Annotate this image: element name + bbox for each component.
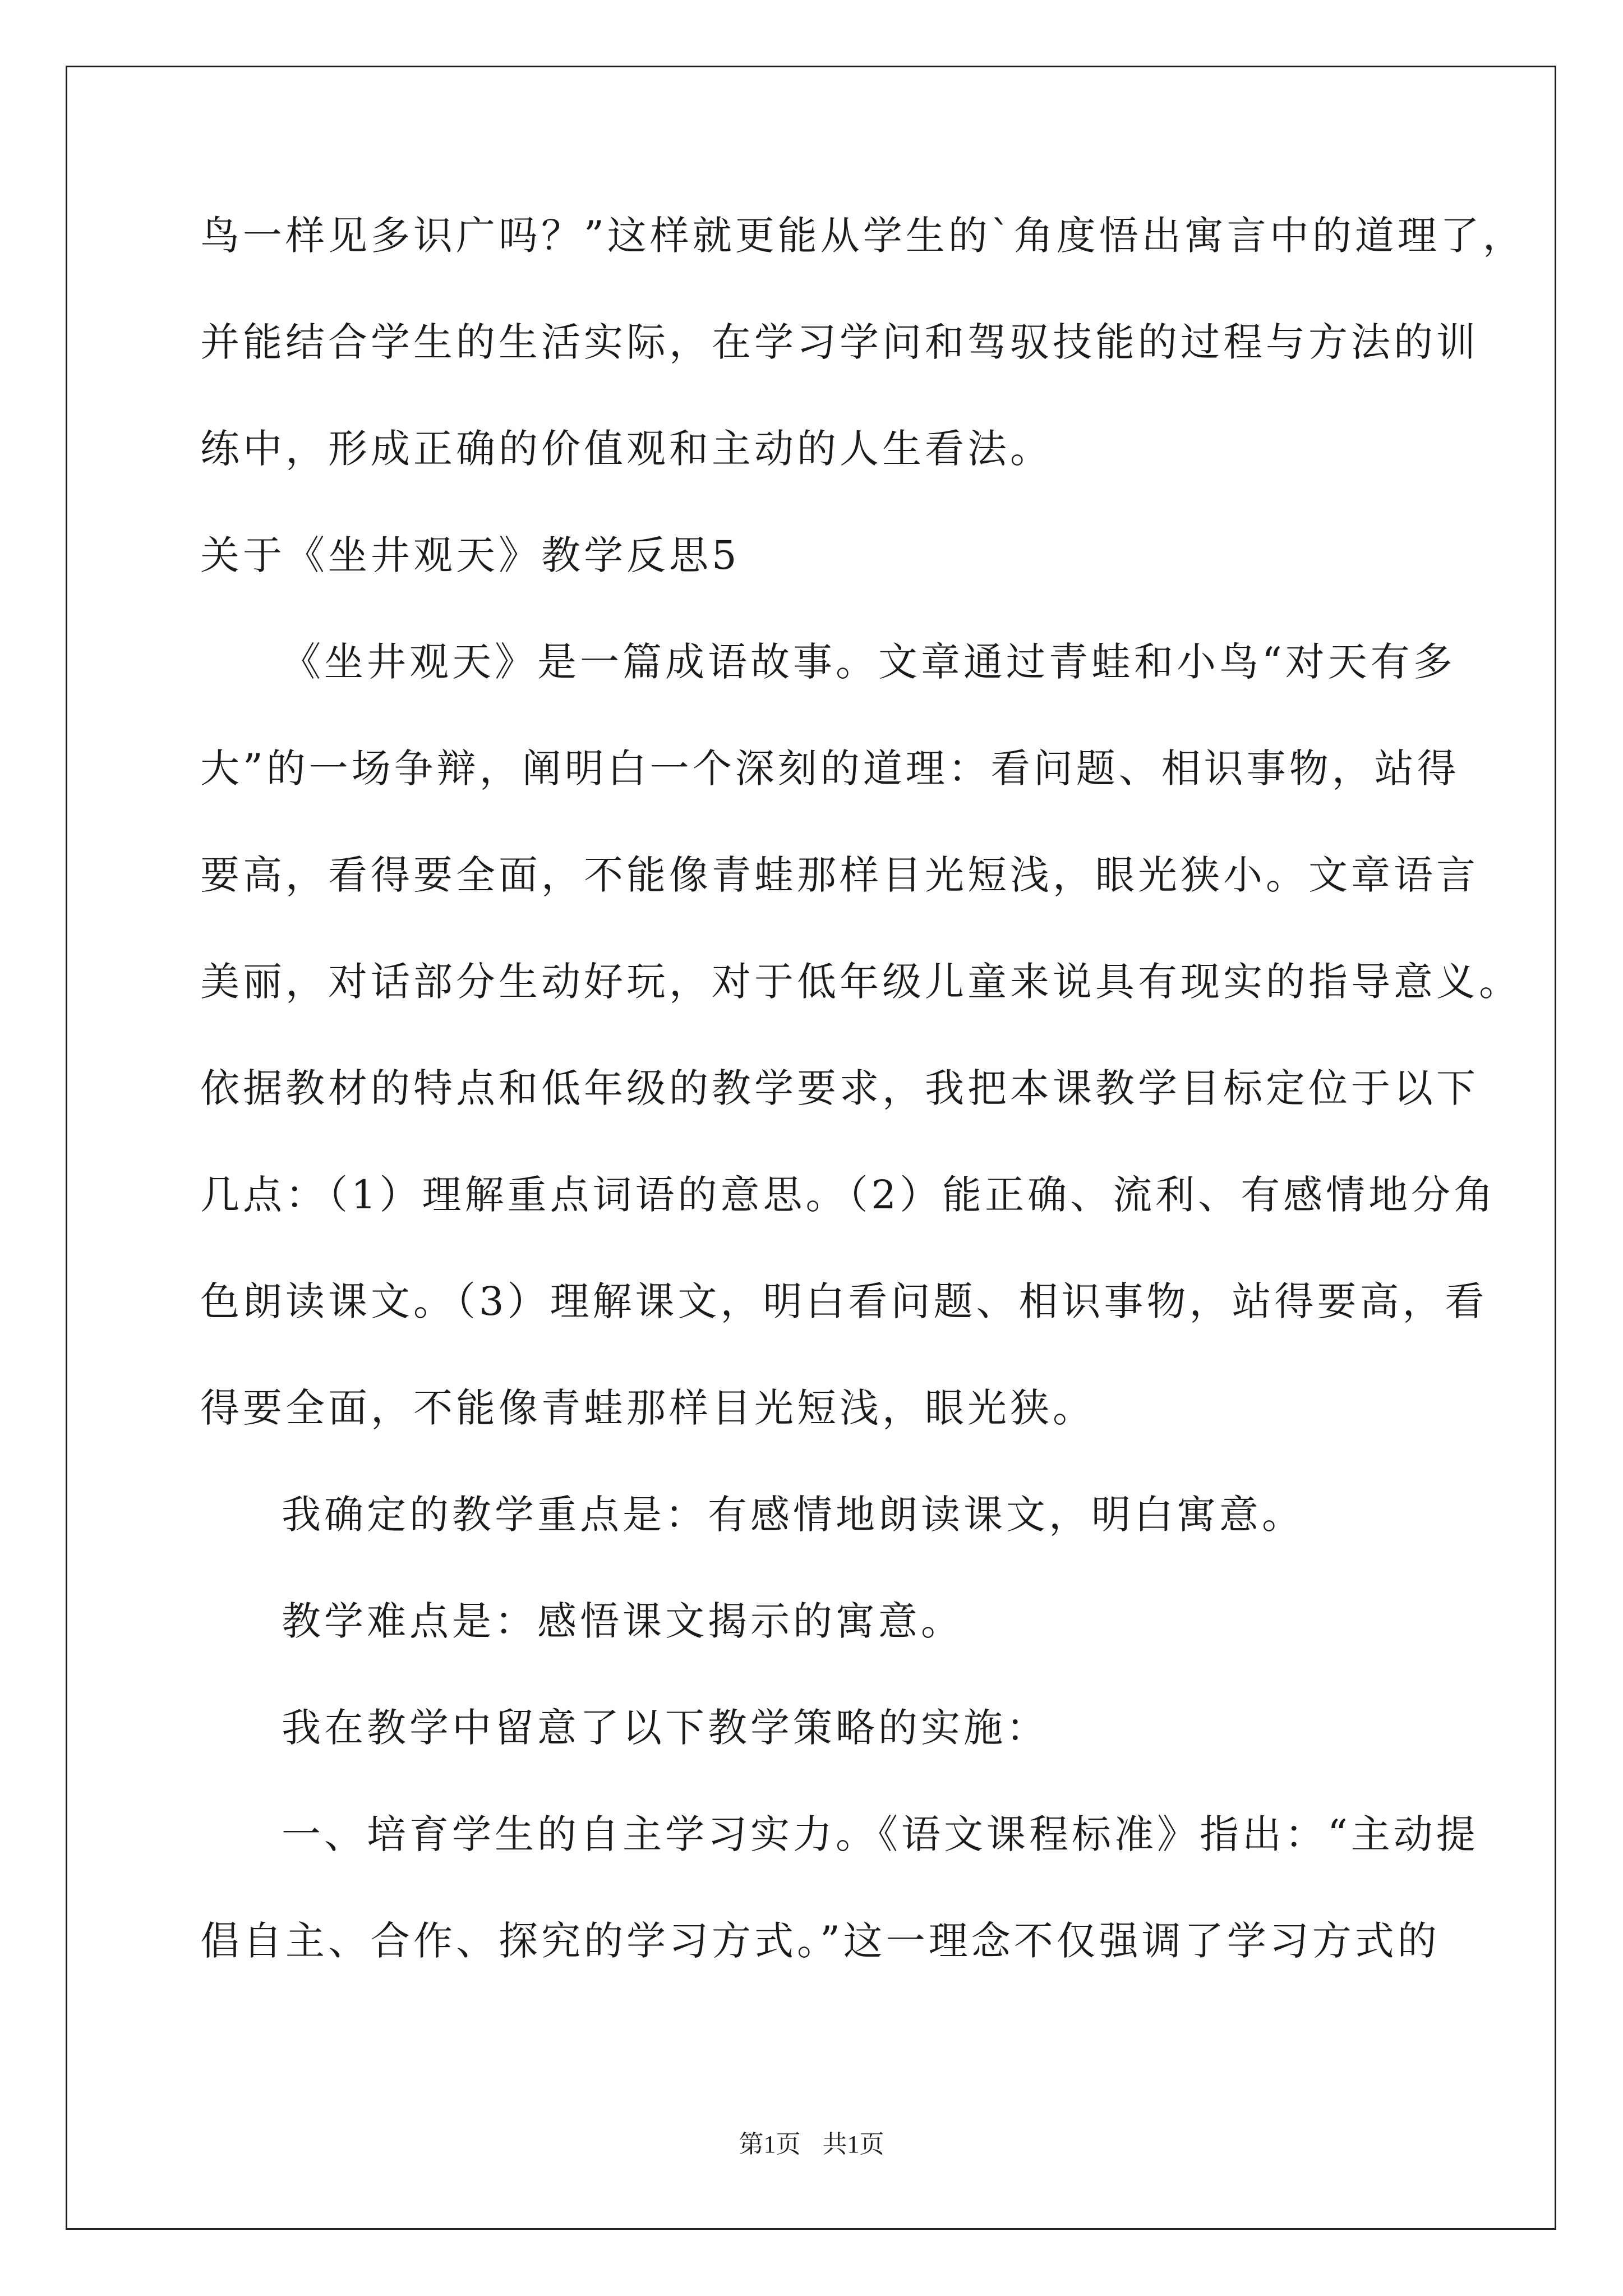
paragraph-line: 几点：（1）理解重点词语的意思。（2）能正确、流利、有感情地分角: [200, 1172, 1497, 1218]
paragraph-line: 练中，形成正确的价值观和主动的人生看法。: [200, 426, 1053, 472]
paragraph-line: 一、培育学生的自主学习实力。《语文课程标准》指出：“主动提: [282, 1811, 1479, 1857]
paragraph-line: 色朗读课文。（3）理解课文，明白看问题、相识事物，站得要高，看: [200, 1278, 1488, 1324]
page-number: 第1页: [739, 2131, 801, 2158]
page-total: 共1页: [822, 2131, 884, 2158]
paragraph-line: 鸟一样见多识广吗？”这样就更能从学生的`角度悟出寓言中的道理了，: [200, 213, 1525, 259]
paragraph-line: 得要全面，不能像青蛙那样目光短浅，眼光狭。: [200, 1385, 1095, 1431]
paragraph-line: 美丽，对话部分生动好玩，对于低年级儿童来说具有现实的指导意义。: [200, 959, 1521, 1005]
paragraph-line: 教学难点是：感悟课文揭示的寓意。: [282, 1598, 963, 1644]
paragraph-line: 要高，看得要全面，不能像青蛙那样目光短浅，眼光狭小。文章语言: [200, 852, 1479, 898]
paragraph-line: 我在教学中留意了以下教学策略的实施：: [282, 1705, 1049, 1751]
page-border: [66, 66, 1556, 2230]
paragraph-line: 倡自主、合作、探究的学习方式。”这一理念不仅强调了学习方式的: [200, 1918, 1440, 1964]
page-footer: [0, 2128, 1623, 2161]
paragraph-line: 大”的一场争辩，阐明白一个深刻的道理：看问题、相识事物，站得: [200, 746, 1460, 792]
section-heading: 关于《坐井观天》教学反思5: [200, 532, 740, 578]
paragraph-line: 《坐井观天》是一篇成语故事。文章通过青蛙和小鸟“对天有多: [282, 639, 1456, 685]
paragraph-line: 依据教材的特点和低年级的教学要求，我把本课教学目标定位于以下: [200, 1065, 1479, 1111]
paragraph-line: 并能结合学生的生活实际，在学习学问和驾驭技能的过程与方法的训: [200, 319, 1479, 365]
paragraph-line: 我确定的教学重点是：有感情地朗读课文，明白寓意。: [282, 1492, 1304, 1538]
